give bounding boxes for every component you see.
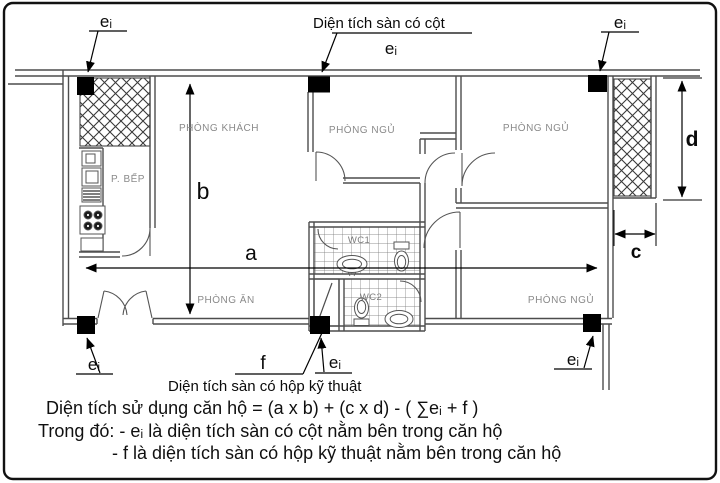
formula-line-1: Diện tích sử dụng căn hộ = (a x b) + (c x d) - ( ∑eᵢ + f )	[46, 398, 479, 418]
e-label-top-left: eᵢ	[99, 12, 113, 31]
e-label-bottom-center: eᵢ	[328, 353, 342, 372]
column-marker-top-left	[77, 77, 94, 95]
e-label-top-center: eᵢ	[384, 39, 398, 58]
column-marker-bottom-center	[310, 316, 330, 334]
wc1-toilet-icon	[394, 242, 409, 271]
room-label-wc2: WC2	[359, 292, 383, 303]
formula-line-2: Trong đó: - eᵢ là diện tích sàn có cột nằm bên trong căn hộ	[38, 421, 503, 441]
dimension-b-label: b	[196, 178, 210, 204]
formula-line-3: - f là diện tích sàn có hộp kỹ thuật nằm bên trong căn hộ	[112, 443, 562, 463]
dimension-a-label: a	[245, 242, 257, 265]
dimension-c-label: c	[630, 242, 642, 263]
room-label-wc1: WC1	[347, 235, 371, 246]
e-label-top-right: eᵢ	[613, 13, 627, 32]
column-marker-bottom-left	[77, 316, 95, 334]
room-label-living: PHÒNG KHÁCH	[179, 123, 259, 134]
e-label-bottom-right: eᵢ	[566, 350, 580, 369]
room-label-bedroom-bottom-right: PHÒNG NGỦ	[527, 295, 595, 306]
kitchen-stove-icon	[80, 206, 105, 234]
room-label-bedroom-top-center: PHÒNG NGỦ	[328, 125, 396, 136]
column-marker-top-right	[588, 75, 607, 92]
room-label-dining: PHÒNG ĂN	[197, 295, 255, 306]
hatch-area-balcony-right	[614, 79, 651, 196]
column-marker-bottom-right	[583, 314, 601, 332]
dimension-f-label: f	[260, 353, 266, 374]
room-label-kitchen: P. BẾP	[111, 174, 145, 185]
note-column-area: Diện tích sàn có cột	[313, 15, 445, 32]
dimension-d-label: d	[685, 128, 699, 151]
column-marker-top-center	[308, 77, 330, 93]
room-label-bedroom-top-right: PHÒNG NGỦ	[502, 123, 570, 134]
wc2-sink-icon	[385, 311, 413, 328]
note-techbox-area: Diện tích sàn có hộp kỹ thuật	[168, 378, 362, 395]
e-label-bottom-left: eᵢ	[87, 355, 101, 374]
